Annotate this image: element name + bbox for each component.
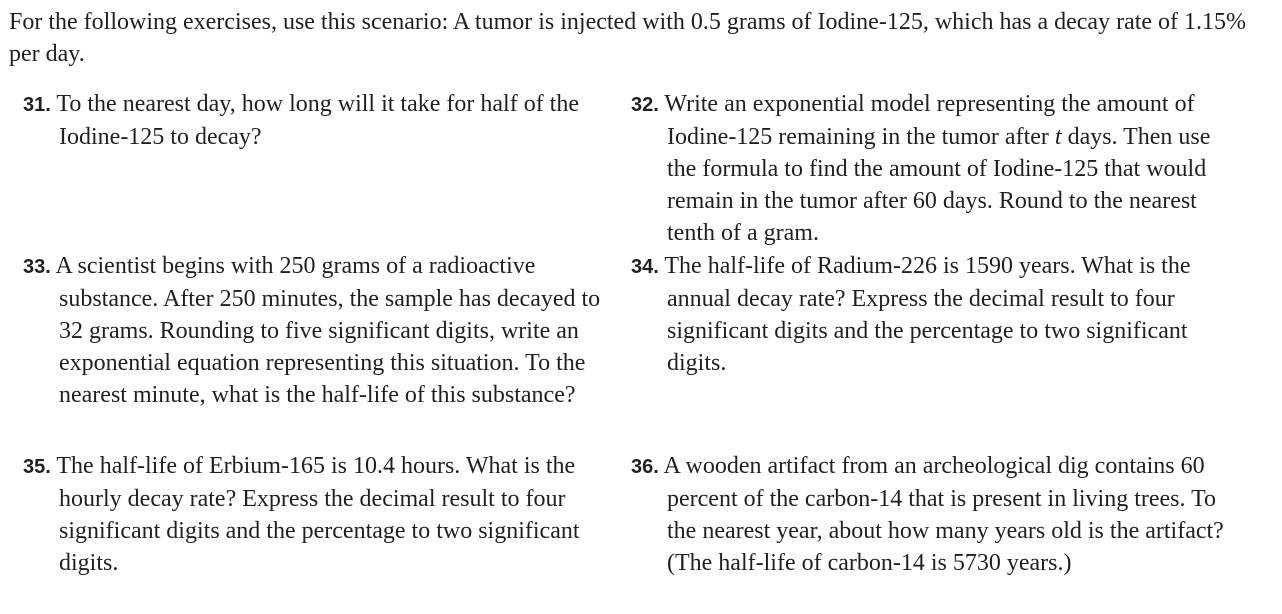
exercise-32 — [631, 88, 1231, 249]
scenario-intro: For the following exercises, use this scenario: A tumor is injected with 0.5 grams of Iodine-125, which has a decay rate of 1.15% per day. — [9, 9, 1247, 67]
exercise-number: 32. — [631, 94, 659, 116]
variable-t: t — [1054, 124, 1062, 150]
exercise-number: 33. — [23, 256, 51, 278]
exercise-number: 34. — [631, 256, 659, 278]
exercise-36 — [631, 450, 1231, 579]
exercise-number: 35. — [23, 456, 51, 478]
exercise-number: 36. — [631, 456, 659, 478]
exercise-text: A scientist begins with 250 grams of a radioactive substance. After 250 minutes, the sample has decayed to 32 grams. Rounding to five significant digits, write an exponential equation representing this situation. To the nearest minute, what is the half-life of this substance? — [55, 253, 601, 408]
exercise-35 — [23, 450, 618, 579]
exercise-text-part-2: days. Then use the formula to find the amount of Iodine-125 that would remain in the tumor after 60 days. Round to the nearest tenth of a gram. — [667, 124, 1211, 246]
exercise-text: The half-life of Erbium-165 is 10.4 hours. What is the hourly decay rate? Express the decimal result to four significant digits and the percentage to two significant digits. — [56, 453, 580, 576]
exercise-34 — [631, 250, 1231, 379]
exercise-text: A wooden artifact from an archeological dig contains 60 percent of the carbon-14 that is present in living trees. To the nearest year, about how many years old is the artifact? (The half-life of carbon-14 is 5730 years.) — [663, 453, 1224, 576]
exercise-number: 31. — [23, 94, 51, 116]
exercise-text-part-1: Write an exponential model representing the amount of Iodine-125 remaining in the tumor after — [664, 91, 1195, 150]
exercise-31 — [23, 88, 618, 153]
exercise-text: To the nearest day, how long will it take for half of the Iodine-125 to decay? — [56, 91, 579, 150]
exercise-text: The half-life of Radium-226 is 1590 years. What is the annual decay rate? Express the decimal result to four significant digits and the percentage to two significant digits. — [664, 253, 1191, 376]
exercise-33 — [23, 250, 618, 411]
